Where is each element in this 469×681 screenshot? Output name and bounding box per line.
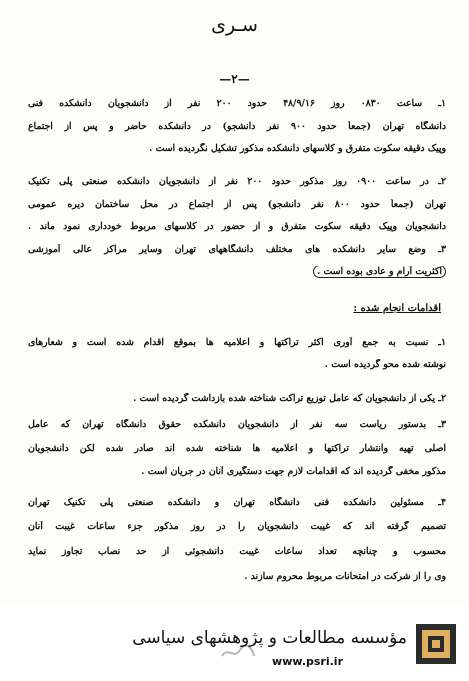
classification-label: سـری <box>211 14 258 36</box>
action-line: اصلی تهیه وانتشار تراکتها و اعلامیه ها شناخته شده اند صادر شده لکن دانشجویان <box>28 443 446 454</box>
paragraph-line: ۲ـ در ساعت ۰۹۰۰ روز مذکور حدود ۲۰۰ نفر از دانشجویان دانشکده صنعتی پلی تکنیک <box>28 176 446 187</box>
paragraph-line <box>28 266 446 278</box>
watermark-url[interactable]: www.psri.ir <box>272 655 343 668</box>
paragraph-line: وپیک دقیقه سکوت متفرق و کلاسهای دانشکده مذکور تشکیل نگردیده است . <box>149 143 446 154</box>
watermark-organization: مؤسسه مطالعات و پژوهشهای سیاسی <box>132 628 407 648</box>
paragraph-line: دانشجویان وپیک دقیقه سکوت متفرق و از حضور در کلاسهای مربوط خودداری نمود ماند . <box>28 221 446 232</box>
action-line: محسوب و چنانچه تعداد ساعات غیبت دانشجوئی از حد نصاب تجاوز نماید <box>28 546 446 557</box>
action-line: وی را از شرکت در امتحانات مربوط محروم سازند . <box>244 571 446 582</box>
action-line: ۴ـ مسئولین دانشکده فنی دانشگاه تهران و دانشکده صنعتی پلی تکنیک تهران <box>28 497 446 508</box>
paragraph-line: دانشگاه تهران (جمعاً حدود ۹۰۰ نفر دانشجو) در دانشکده حاضر و پس از اجتماع <box>28 121 446 132</box>
psri-logo-icon <box>416 624 456 664</box>
paragraph-line: تهران (جمعاً حدود ۸۰۰ نفر دانشجو) پس از اجتماع در محل ساختمان دیره عمومی <box>28 199 446 210</box>
actions-heading: اقدامات انجام شده : <box>353 303 441 314</box>
paragraph-line: ۱ـ ساعت ۰۸۳۰ روز ۴۸/۹/۱۶ حدود ۲۰۰ نفر از دانشجویان دانشکده فنی <box>28 98 446 109</box>
action-line: نوشته شده محو گردیده است . <box>324 359 446 370</box>
action-line: تصمیم گرفته اند که غیبت دانشجویان را در روز مذکور جزء ساعات غیبت آنان <box>28 521 446 532</box>
handwritten-correction: اکثریت آرام و عادی بوده است . <box>313 266 446 278</box>
action-line: ۲ـ یکی از دانشجویان که عامل توزیع تراکت شناخته شده بازداشت گردیده است . <box>133 393 446 404</box>
action-line: مذکور مخفی گردیده اند که اقدامات لازم جهت دستگیری آنان در جریان است . <box>141 466 446 477</box>
paragraph-line: ۳ـ وضع سایر دانشکده های مختلف دانشگاههای تهران وسایر مراکز عالی آموزشی <box>28 244 446 255</box>
action-line: ۳ـ بدستور ریاست سه نفر از دانشجویان دانشکده حقوق دانشگاه تهران که عامل <box>28 419 446 430</box>
action-line: ۱ـ نسبت به جمع آوری اکثر تراکتها و اعلامیه ها بموقع اقدام شده است و شعارهای <box>28 337 446 348</box>
page-number: —۲— <box>219 72 250 86</box>
